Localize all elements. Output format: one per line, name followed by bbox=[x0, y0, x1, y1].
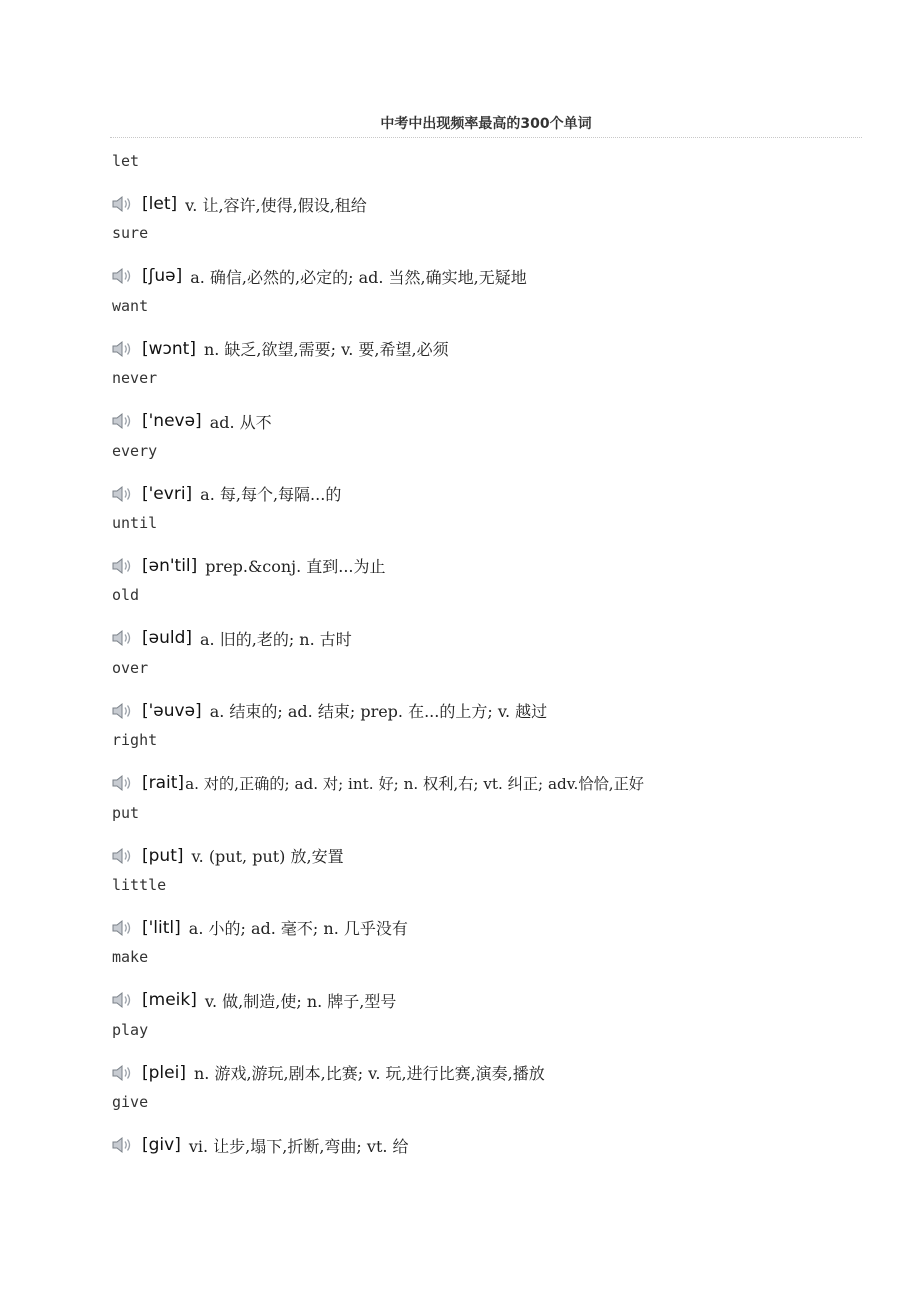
word-headword: little bbox=[112, 875, 167, 894]
definition: ad. 从不 bbox=[209, 412, 272, 432]
phonetic: [plei] bbox=[142, 1062, 186, 1083]
page-title: 中考中出现频率最高的300个单词 bbox=[110, 113, 862, 138]
word-headword: want bbox=[112, 296, 149, 315]
definition: a. 结束的; ad. 结束; prep. 在...的上方; v. 越过 bbox=[209, 702, 548, 722]
phonetic: [put] bbox=[142, 845, 184, 866]
speaker-icon[interactable] bbox=[112, 195, 132, 213]
word-headword: right bbox=[112, 731, 158, 750]
phonetic: ['litl] bbox=[142, 917, 181, 938]
word-headword: play bbox=[112, 1020, 149, 1039]
definition: v. 让,容许,使得,假设,租给 bbox=[185, 195, 367, 215]
word-headword: let bbox=[112, 152, 140, 170]
speaker-icon[interactable] bbox=[112, 774, 132, 792]
word-entry bbox=[112, 657, 872, 729]
definition: a. 旧的,老的; n. 古时 bbox=[200, 629, 352, 649]
definition: n. 缺乏,欲望,需要; v. 要,希望,必须 bbox=[203, 340, 449, 360]
word-headword: every bbox=[112, 441, 158, 460]
definition: a. 对的,正确的; ad. 对; int. 好; n. 权利,右; vt. 纠正; adv.恰恰,正好 bbox=[185, 774, 644, 793]
word-entry bbox=[112, 222, 872, 294]
phonetic: [rait] bbox=[142, 773, 185, 794]
word-list bbox=[112, 150, 872, 1163]
word-entry bbox=[112, 440, 872, 512]
speaker-icon[interactable] bbox=[112, 847, 132, 865]
phonetic: [əuld] bbox=[142, 628, 193, 649]
definition: v. 做,制造,使; n. 牌子,型号 bbox=[204, 991, 397, 1011]
word-headword: old bbox=[112, 586, 140, 605]
speaker-icon[interactable] bbox=[112, 702, 132, 720]
word-entry bbox=[112, 946, 872, 1018]
definition: vi. 让步,塌下,折断,弯曲; vt. 给 bbox=[188, 1136, 409, 1156]
speaker-icon[interactable] bbox=[112, 557, 132, 575]
definition: a. 确信,必然的,必定的; ad. 当然,确实地,无疑地 bbox=[190, 267, 527, 287]
word-entry bbox=[112, 150, 872, 222]
word-entry bbox=[112, 1019, 872, 1091]
definition: a. 小的; ad. 毫不; n. 几乎没有 bbox=[188, 919, 408, 939]
phonetic: [let] bbox=[142, 194, 178, 214]
speaker-icon[interactable] bbox=[112, 412, 132, 430]
speaker-icon[interactable] bbox=[112, 340, 132, 358]
word-entry bbox=[112, 802, 872, 874]
speaker-icon[interactable] bbox=[112, 991, 132, 1009]
word-entry bbox=[112, 367, 872, 439]
word-entry bbox=[112, 874, 872, 946]
word-headword: make bbox=[112, 948, 149, 967]
phonetic: [wɔnt] bbox=[142, 338, 196, 359]
word-entry bbox=[112, 512, 872, 584]
speaker-icon[interactable] bbox=[112, 485, 132, 503]
word-headword: sure bbox=[112, 224, 149, 243]
definition: v. (put, put) 放,安置 bbox=[191, 847, 344, 867]
word-entry bbox=[112, 1091, 872, 1163]
definition: prep.&conj. 直到...为止 bbox=[205, 557, 386, 577]
phonetic: ['evri] bbox=[142, 483, 193, 504]
word-headword: put bbox=[112, 803, 140, 822]
phonetic: [giv] bbox=[142, 1135, 181, 1156]
phonetic: ['əuvə] bbox=[142, 700, 202, 721]
phonetic: ['nevə] bbox=[142, 411, 202, 432]
word-entry bbox=[112, 729, 872, 801]
word-headword: give bbox=[112, 1093, 149, 1112]
word-headword: until bbox=[112, 513, 158, 532]
word-entry bbox=[112, 295, 872, 367]
speaker-icon[interactable] bbox=[112, 1136, 132, 1154]
speaker-icon[interactable] bbox=[112, 267, 132, 285]
speaker-icon[interactable] bbox=[112, 1064, 132, 1082]
phonetic: [ʃuə] bbox=[142, 266, 183, 287]
word-headword: over bbox=[112, 658, 149, 677]
speaker-icon[interactable] bbox=[112, 629, 132, 647]
word-headword: never bbox=[112, 369, 158, 388]
phonetic: [meik] bbox=[142, 990, 197, 1011]
phonetic: [ən'til] bbox=[142, 555, 198, 576]
speaker-icon[interactable] bbox=[112, 919, 132, 937]
definition: n. 游戏,游玩,剧本,比赛; v. 玩,进行比赛,演奏,播放 bbox=[193, 1064, 545, 1084]
word-entry bbox=[112, 584, 872, 656]
definition: a. 每,每个,每隔...的 bbox=[200, 485, 342, 505]
